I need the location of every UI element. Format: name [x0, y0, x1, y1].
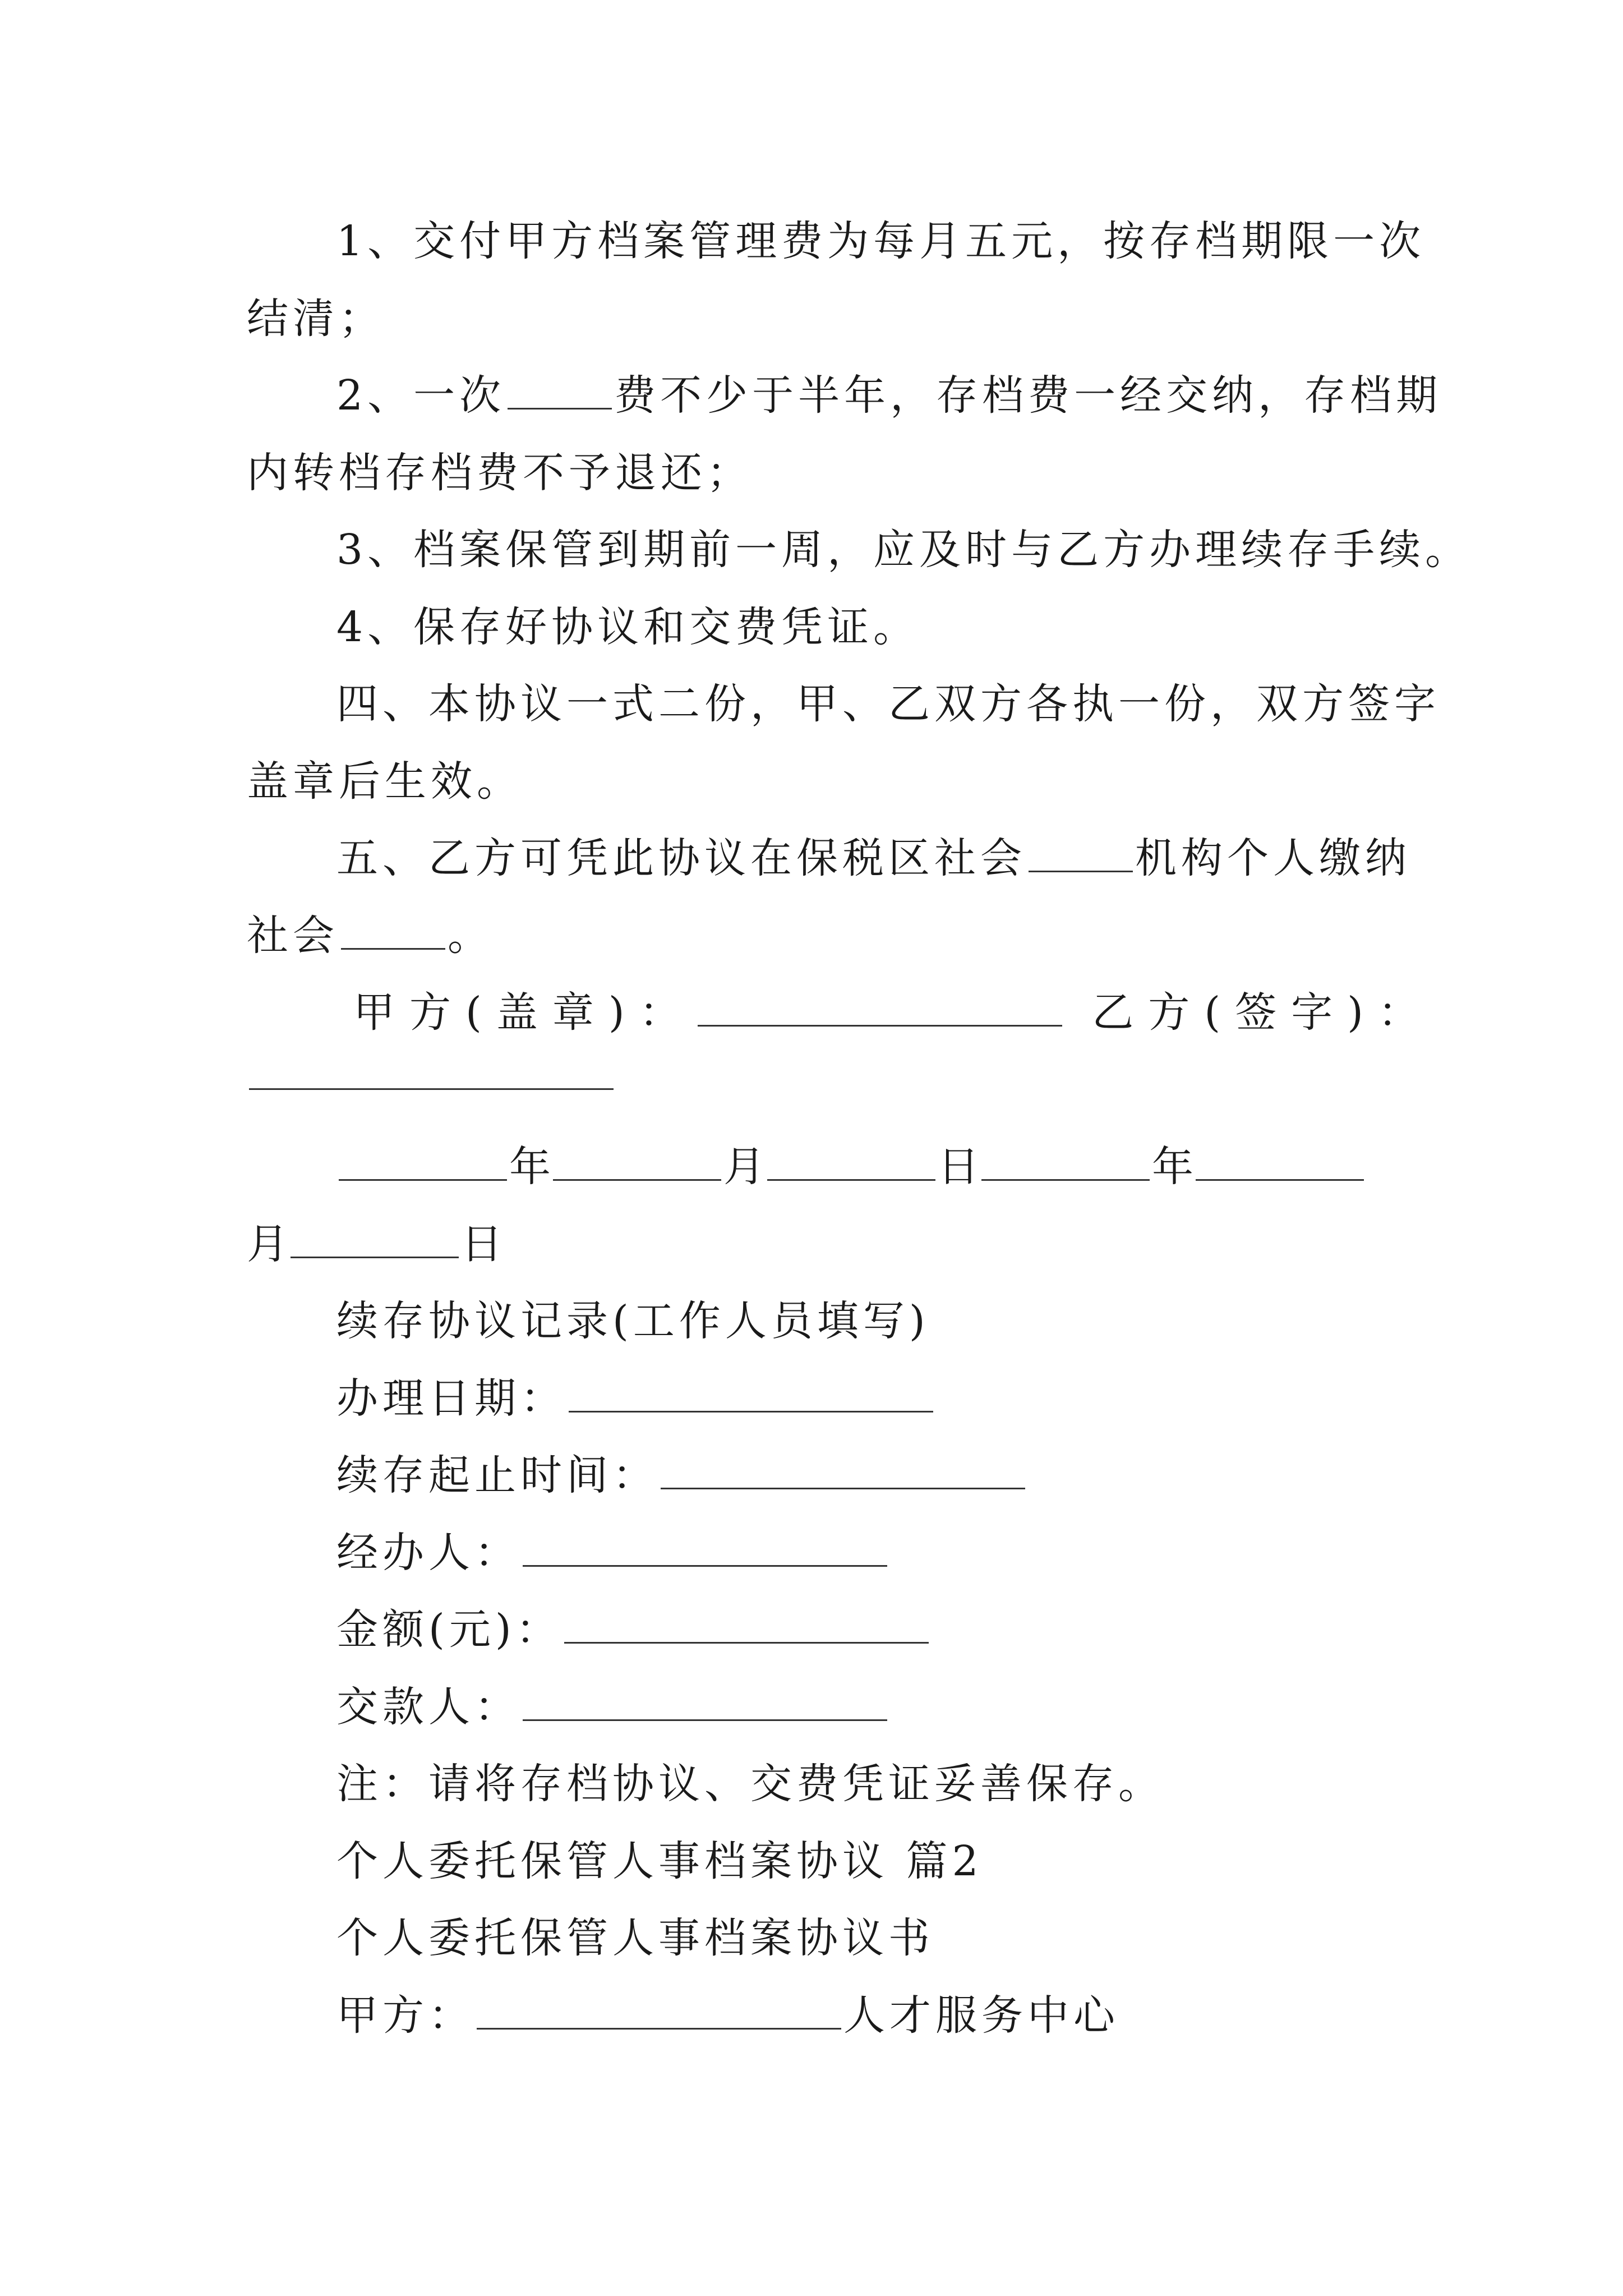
renewal-record-title: 续存协议记录(工作人员填写): [336, 1297, 930, 1345]
date-line-1: [336, 1139, 1366, 1195]
clause-2-text-a: 2、一次: [336, 371, 506, 420]
clause-2-line-2: [247, 445, 753, 501]
amount-label: 金额(元)：: [336, 1605, 562, 1654]
clause-four-text: 四、本协议一式二份，甲、乙双方各执一份，双方签字: [336, 680, 1440, 728]
section-2-heading-line: [336, 1833, 983, 1889]
section-2-title-line: [336, 1910, 934, 1966]
clause-3-text: 3、档案保管到期前一周，应及时与乙方办理续存手续。: [336, 526, 1472, 574]
clause-2-line-1: [336, 367, 1442, 424]
clause-four-line-2: [247, 753, 523, 809]
clause-1-line-1: [336, 213, 1425, 269]
renewal-date-label: 办理日期：: [336, 1374, 566, 1423]
note-line: [336, 1756, 1164, 1812]
clause-1-line-2: [247, 291, 385, 347]
clause-1-text: 1、交付甲方档案管理费为每月五元，按存档期限一次: [336, 217, 1426, 265]
date-line-2: [247, 1216, 502, 1272]
clause-four-text-cont: 盖章后生效。: [247, 757, 523, 806]
clause-four-line-1: [336, 676, 1440, 732]
party-a-seal-blank[interactable]: [698, 984, 1062, 1027]
fee-blank[interactable]: [508, 367, 612, 409]
renewal-period-blank[interactable]: [661, 1447, 1025, 1489]
payer-blank[interactable]: [523, 1679, 887, 1721]
party-a-name-blank[interactable]: [477, 1987, 841, 2030]
month-label-a: 月: [723, 1143, 765, 1191]
month-b-partial-blank[interactable]: [1196, 1139, 1364, 1181]
day-label-a: 日: [938, 1143, 979, 1191]
social-blank-2[interactable]: [341, 908, 445, 950]
day-a-blank[interactable]: [767, 1139, 935, 1181]
handler-label: 经办人：: [336, 1529, 520, 1577]
clause-five-text-c: 社会: [247, 912, 339, 960]
day-b-blank[interactable]: [291, 1216, 459, 1258]
month-a-blank[interactable]: [553, 1139, 721, 1181]
party-a-seal-label: 甲方(盖章)：: [353, 988, 695, 1037]
year-label-a: 年: [509, 1143, 551, 1191]
signature-line: [353, 984, 1434, 1041]
renewal-period-label: 续存起止时间：: [336, 1451, 658, 1499]
clause-4-text: 4、保存好协议和交费凭证。: [336, 603, 920, 651]
section-2-heading: 个人委托保管人事档案协议 篇2: [336, 1837, 983, 1885]
party-b-sign-blank-line: [247, 1048, 616, 1104]
year-label-b: 年: [1152, 1143, 1193, 1191]
note-text: 注：请将存档协议、交费凭证妥善保存。: [336, 1760, 1164, 1808]
renewal-period-line: [336, 1447, 1027, 1503]
month-label-b: 月: [247, 1220, 288, 1268]
party-a-suffix: 人才服务中心: [843, 1991, 1119, 2040]
party-b-sign-label: 乙方(签字)：: [1092, 988, 1435, 1037]
day-label-b: 日: [461, 1220, 502, 1268]
renewal-date-blank[interactable]: [569, 1370, 933, 1412]
handler-line: [336, 1525, 889, 1581]
clause-five-line-1: [336, 830, 1411, 886]
clause-3-line: [336, 522, 1471, 578]
amount-blank[interactable]: [564, 1602, 929, 1644]
clause-five-text-b: 机构个人缴纳: [1135, 834, 1411, 882]
party-a-line: [336, 1987, 1119, 2044]
clause-2-text-cont: 内转档存档费不予退还；: [247, 449, 753, 497]
amount-line: [336, 1602, 931, 1658]
section-2-title: 个人委托保管人事档案协议书: [336, 1914, 934, 1962]
social-blank-1[interactable]: [1029, 830, 1133, 872]
clause-4-line: [336, 599, 919, 655]
clause-five-line-2: [247, 908, 494, 964]
year-a-blank[interactable]: [339, 1139, 507, 1181]
payer-line: [336, 1679, 889, 1735]
renewal-date-line: [336, 1370, 935, 1427]
payer-label: 交款人：: [336, 1683, 520, 1731]
renewal-title-line: [336, 1293, 930, 1349]
year-b-blank[interactable]: [981, 1139, 1150, 1181]
clause-1-text-cont: 结清；: [247, 295, 385, 343]
clause-2-text-b: 费不少于半年，存档费一经交纳，存档期: [614, 371, 1442, 420]
handler-blank[interactable]: [523, 1525, 887, 1567]
clause-five-text-a: 五、乙方可凭此协议在保税区社会: [336, 834, 1026, 882]
clause-five-text-d: 。: [448, 912, 494, 960]
party-a-label: 甲方：: [336, 1991, 474, 2040]
party-b-sign-blank[interactable]: [249, 1048, 614, 1090]
